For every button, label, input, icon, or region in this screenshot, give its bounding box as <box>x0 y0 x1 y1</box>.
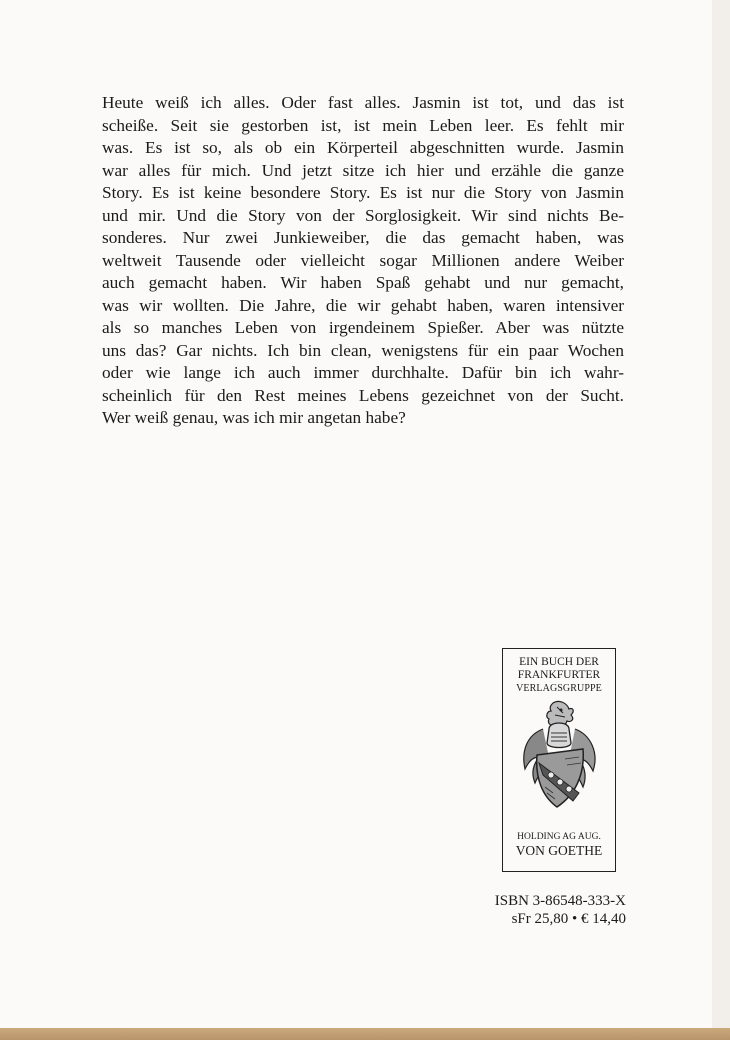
blurb-line: was wir wollten. Die Jahre, die wir gehabt haben, waren intensiver <box>102 295 624 315</box>
blurb-line: uns das? Gar nichts. Ich bin clean, wenigstens für ein paar Wochen <box>102 340 624 360</box>
publisher-line-4: HOLDING AG AUG. <box>517 832 601 842</box>
publisher-line-5: VON GOETHE <box>515 843 603 858</box>
price-text: sFr 25,80 • € 14,40 <box>511 911 626 927</box>
blurb-line: scheiße. Seit sie gestorben ist, ist mein Leben leer. Es fehlt mir <box>102 115 624 135</box>
blurb-line: und mir. Und die Story von der Sorglosigkeit. Wir sind nichts Be- <box>102 205 624 225</box>
publisher-line-2: FRANKFURTER <box>517 669 601 681</box>
publisher-header <box>503 656 615 695</box>
publisher-footer <box>503 831 615 859</box>
blurb-line: war alles für mich. Und jetzt sitze ich hier und erzähle die ganze <box>102 160 624 180</box>
blurb-line: oder wie lange ich auch immer durchhalte. Dafür bin ich wahr- <box>102 363 624 382</box>
blurb-line: weltweit Tausende oder vielleicht sogar Millionen andere Weiber <box>102 250 624 270</box>
blurb-line: Heute weiß ich alles. Oder fast alles. Jasmin ist tot, und das ist <box>102 93 624 112</box>
heraldic-crest-icon <box>513 699 605 817</box>
table-surface <box>0 1028 730 1040</box>
publisher-line-1: EIN BUCH DER <box>519 656 599 668</box>
isbn-price-block <box>486 892 626 928</box>
isbn-number: ISBN 3-86548-333-X <box>494 893 626 909</box>
blurb-line: auch gemacht haben. Wir haben Spaß gehabt und nur gemacht, <box>102 273 624 292</box>
page-edge-right <box>712 0 730 1028</box>
blurb-line: scheinlich für den Rest meines Lebens gezeichnet von der Sucht. <box>102 385 624 405</box>
blurb-line: Story. Es ist keine besondere Story. Es ist nur die Story von Jasmin <box>102 183 624 202</box>
blurb-line: als so manches Leben von irgendeinem Spießer. Aber was nützte <box>102 318 624 337</box>
blurb-line: was. Es ist so, als ob ein Körperteil abgeschnitten wurde. Jasmin <box>102 138 624 157</box>
blurb-line: Wer weiß genau, was ich mir angetan habe? <box>102 408 406 427</box>
publisher-line-3: VERLAGSGRUPPE <box>516 683 602 694</box>
publisher-box <box>502 648 616 872</box>
blurb-line: sonderes. Nur zwei Junkieweiber, die das gemacht haben, was <box>102 228 624 247</box>
blurb-text <box>102 92 624 430</box>
